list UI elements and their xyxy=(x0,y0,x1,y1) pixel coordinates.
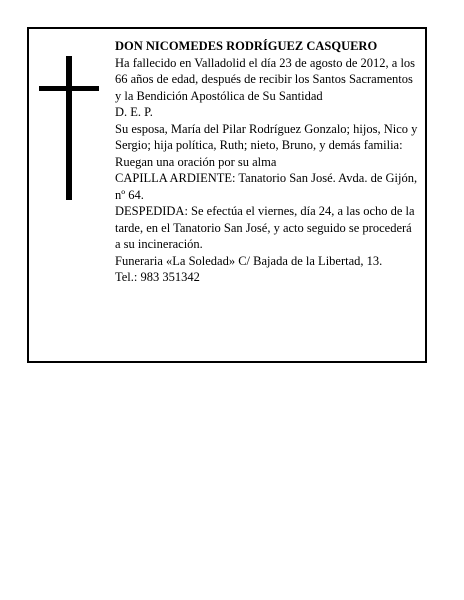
prayer-request: Ruegan una oración por su alma xyxy=(115,154,277,169)
notice-text xyxy=(115,38,420,286)
cross-icon xyxy=(39,56,99,200)
farewell-info: DESPEDIDA: Se efectúa el viernes, día 24, a las ocho de la tarde, en el Tanatorio San José, y acto seguido se procederá a su incineración. xyxy=(115,204,415,251)
family-line: Su esposa, María del Pilar Rodríguez Gonzalo; hijos, Nico y Sergio; hija política, Ruth; nieto, Bruno, y demás familia: xyxy=(115,121,418,152)
obituary-notice xyxy=(27,27,427,363)
phone: Tel.: 983 351342 xyxy=(115,270,200,284)
death-announcement: Ha fallecido en Valladolid el día 23 de agosto de 2012, a los 66 años de edad, después de recibir los Santos Sacramentos y la Bendición Apostólica de Su Santidad xyxy=(115,55,416,103)
funeral-home: Funeraria «La Soledad» C/ Bajada de la Libertad, 13. xyxy=(115,253,383,268)
rip-line: D. E. P. xyxy=(115,105,153,119)
chapel-info: CAPILLA ARDIENTE: Tanatorio San José. Avda. de Gijón, nº 64. xyxy=(115,171,418,202)
deceased-name: DON NICOMEDES RODRÍGUEZ CASQUERO xyxy=(115,39,378,53)
